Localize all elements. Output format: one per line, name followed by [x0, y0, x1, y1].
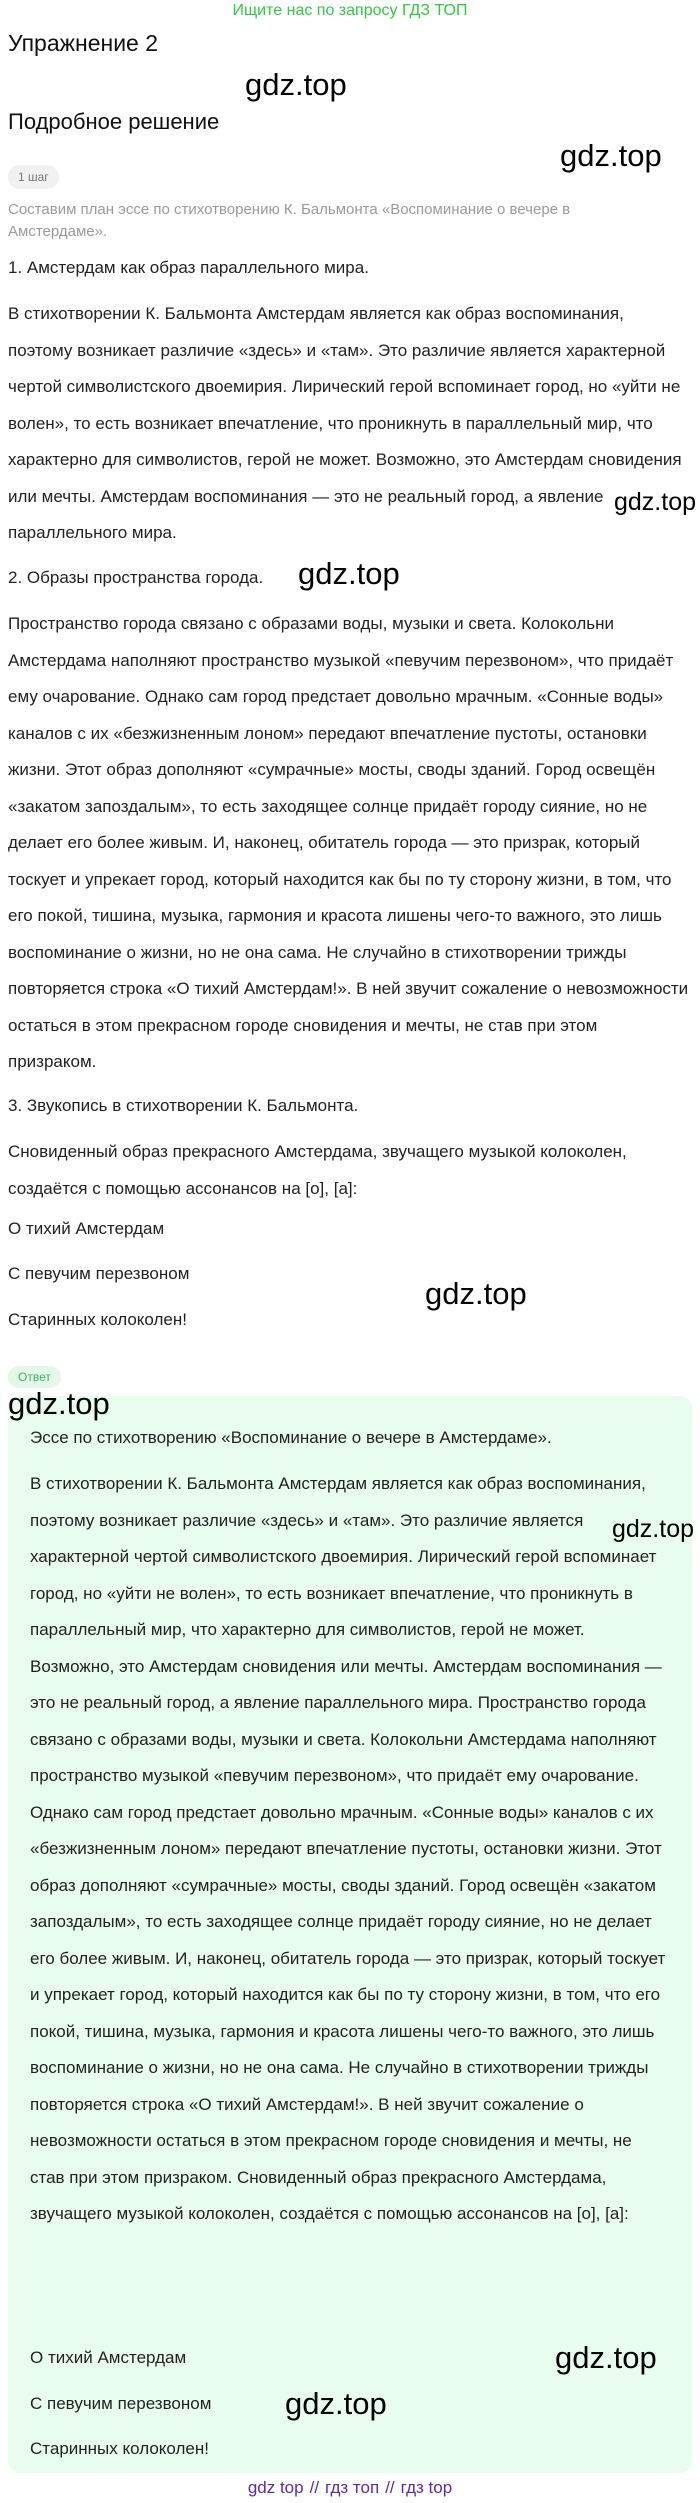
watermark: gdz.top — [614, 488, 697, 516]
page-title: Упражнение 2 — [8, 30, 159, 56]
answer-title: Эссе по стихотворению «Воспоминание о вечере в Амстердаме». — [30, 1428, 552, 1447]
paragraph-2: Пространство города связано с образами воды, музыки и света. Колокольни Амстердама наполняют пространство музыкой «певучим перезвоном», что придаёт ему очарование. Однако сам город предстает довольно мрачным. «Сонные воды» каналов с их «безжизненным лоном» передают впечатление пустоты, остановки жизни. Этот образ дополняют «сумрачные» мосты, своды зданий. Город освещён «закатом запоздалым», то есть заходящее солнце придаёт городу сияние, но не делает его более живым. И, наконец, обитатель города — это призрак, который тоскует и упрекает город, который находится как бы по ту сторону жизни, в том, что его покой, тишина, музыка, гармония и красота лишены чего-то важного, это лишь воспоминание о жизни, но не она сама. Не случайно в стихотворении трижды повторяется строка «О тихий Амстердам!». В ней звучит сожаление о невозможности остаться в этом прекрасном городе сновидения и мечты, не став при этом призраком. — [8, 614, 689, 1071]
watermark: gdz.top — [555, 2340, 657, 2375]
watermark: gdz.top — [425, 1276, 527, 1311]
top-search-link[interactable]: Ищите нас по запросу ГДЗ ТОП — [232, 2, 468, 19]
answer-badge: Ответ — [8, 1366, 61, 1388]
section-heading-2: 2. Образы пространства города. — [8, 568, 264, 587]
footer-link-gdz-top[interactable]: gdz top — [247, 2478, 304, 2497]
footer-separator: // — [309, 2478, 320, 2497]
watermark: gdz.top — [245, 67, 347, 102]
watermark: gdz.top — [285, 2386, 387, 2421]
verse-line-2: С певучим перезвоном — [8, 1264, 190, 1283]
footer-link-gdz-top-mixed[interactable]: гдз top — [400, 2478, 453, 2497]
footer-link-gdz-top-ru[interactable]: гдз топ — [325, 2478, 380, 2497]
section-heading-3: 3. Звукопись в стихотворении К. Бальмонта. — [8, 1096, 359, 1115]
verse-line-3: Старинных колоколен! — [8, 1310, 187, 1329]
paragraph-3: Сновиденный образ прекрасного Амстердама, звучащего музыкой колоколен, создаётся с помощью ассонансов на [о], [а]: — [8, 1142, 627, 1198]
answer-verse-line-1: О тихий Амстердам — [30, 2348, 187, 2367]
section-heading-1: 1. Амстердам как образ параллельного мира. — [8, 258, 369, 277]
answer-box — [8, 1396, 695, 2473]
step-badge: 1 шаг — [8, 165, 59, 189]
paragraph-1: В стихотворении К. Бальмонта Амстердам является как образ воспоминания, поэтому возникает различие «здесь» и «там». Это различие является характерной чертой символистского двоемирия. Лирический герой вспоминает город, но «уйти не волен», то есть возникает впечатление, что проникнуть в параллельный мир, что характерно для символистов, герой не может. Возможно, это Амстердам сновидения или мечты. Амстердам воспоминания — это не реальный город, а явление параллельного мира. — [8, 304, 682, 542]
verse-line-1: О тихий Амстердам — [8, 1219, 165, 1238]
watermark: gdz.top — [298, 556, 400, 591]
footer-links — [0, 2476, 700, 2500]
answer-verse-line-3: Старинных колоколен! — [30, 2439, 209, 2458]
answer-body: В стихотворении К. Бальмонта Амстердам является как образ воспоминания, поэтому возникает различие «здесь» и «там». Это различие является характерной чертой символистского двоемирия. Лирический герой вспоминает город, но «уйти не волен», то есть возникает впечатление, что проникнуть в параллельный мир, что характерно для символистов, герой не может. Возможно, это Амстердам сновидения или мечты. Амстердам воспоминания — это не реальный город, а явление параллельного мира. Пространство города связано с образами воды, музыки и света. Колокольни Амстердама наполняют пространство музыкой «певучим перезвоном», что придаёт ему очарование. Однако сам город предстает довольно мрачным. «Сонные воды» каналов с их «безжизненным лоном» передают впечатление пустоты, остановки жизни. Этот образ дополняют «сумрачные» мосты, своды зданий. Город освещён «закатом запоздалым», то есть заходящее солнце придаёт городу сияние, но не делает его более живым. И, наконец, обитатель города — это призрак, который тоскует и упрекает город, который находится как бы по ту сторону жизни, в том, что его покой, тишина, музыка, гармония и красота лишены чего-то важного, это лишь воспоминание о жизни, но не она сама. Не случайно в стихотворении трижды повторяется строка «О тихий Амстердам!». В ней звучит сожаление о невозможности остаться в этом прекрасном городе сновидения и мечты, не став при этом призраком. Сновиденный образ прекрасного Амстердама, звучащего музыкой колоколен, создаётся с помощью ассонансов на [о], [а]: — [30, 1474, 666, 2223]
answer-verse-line-2: С певучим перезвоном — [30, 2394, 212, 2413]
watermark: gdz.top — [612, 1515, 695, 1543]
solution-heading: Подробное решение — [8, 109, 220, 134]
watermark: gdz.top — [8, 1386, 110, 1421]
watermark: gdz.top — [560, 138, 662, 173]
step-intro: Составим план эссе по стихотворению К. Бальмонта «Воспоминание о вечере в Амстердаме». — [8, 201, 571, 240]
footer-separator: // — [385, 2478, 395, 2497]
